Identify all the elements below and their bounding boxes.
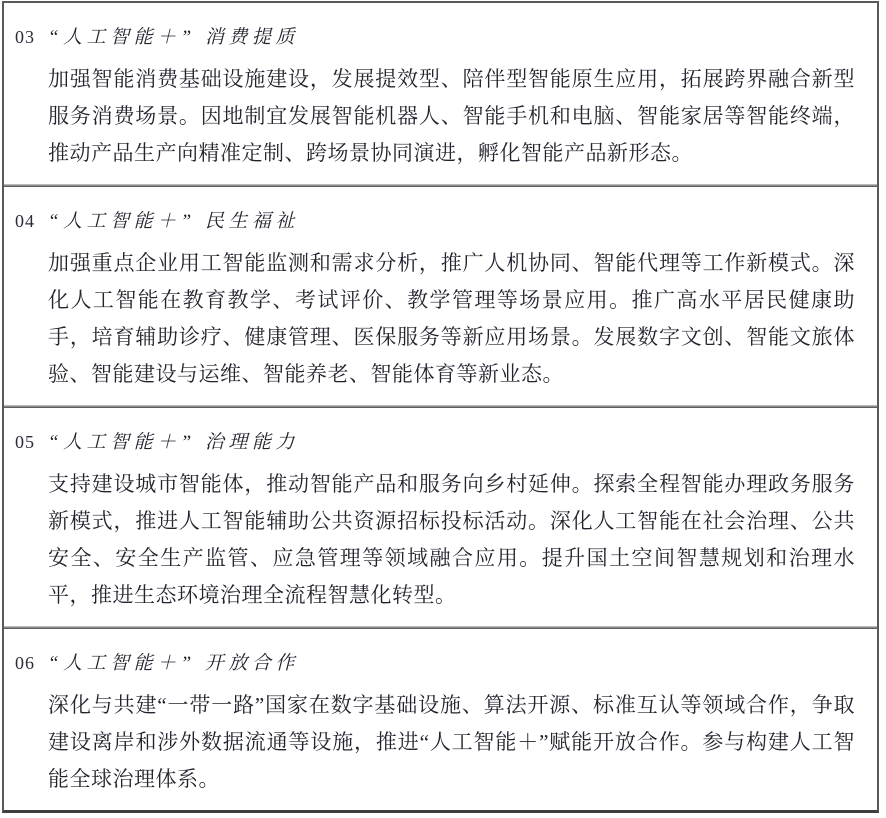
section-body-text: 加强智能消费基础设施建设，发展提效型、陪伴型智能原生应用，拓展跨界融合新型服务消费场景。因地制宜发展智能机器人、智能手机和电脑、智能家居等智能终端，推动产品生产向精准定制、跨场景协同演进，孵化智能产品新形态。 [48, 67, 855, 165]
section-title: “人工智能＋” 开放合作 [48, 653, 299, 674]
section-title: “人工智能＋” 消费提质 [48, 27, 299, 48]
section-body-text: 深化与共建“一带一路”国家在数字基础设施、算法开源、标准互认等领域合作，争取建设离岸和涉外数据流通等设施，推进“人工智能＋”赋能开放合作。参与构建人工智能全球治理体系。 [48, 693, 855, 791]
section-body-text: 支持建设城市智能体，推动智能产品和服务向乡村延伸。探索全程智能办理政务服务新模式，推进人工智能辅助公共资源招标投标活动。深化人工智能在社会治理、公共安全、安全生产监管、应急管理等领域融合应用。提升国土空间智慧规划和治理水平，推进生态环境治理全流程智慧化转型。 [48, 472, 855, 607]
section-number: 03 [15, 27, 35, 47]
section-body-text: 加强重点企业用工智能监测和需求分析，推广人机协同、智能代理等工作新模式。深化人工智能在教育教学、考试评价、教学管理等场景应用。推广高水平居民健康助手，培育辅助诊疗、健康管理、医保服务等新应用场景。发展数字文创、智能文旅体验、智能建设与运维、智能养老、智能体育等新业态。 [48, 251, 855, 386]
section-header [15, 428, 865, 458]
section-04-livelihood [4, 187, 877, 405]
section-header [15, 207, 865, 237]
section-header [15, 649, 865, 679]
section-title: “人工智能＋” 治理能力 [48, 432, 299, 453]
section-03-consumption [4, 3, 877, 184]
section-06-cooperation [4, 629, 877, 810]
section-number: 06 [15, 653, 35, 673]
section-number: 04 [15, 211, 35, 231]
section-05-governance [4, 408, 877, 626]
section-title: “人工智能＋” 民生福祉 [48, 211, 299, 232]
section-header [15, 23, 865, 53]
document-frame [2, 1, 879, 813]
section-number: 05 [15, 432, 35, 452]
